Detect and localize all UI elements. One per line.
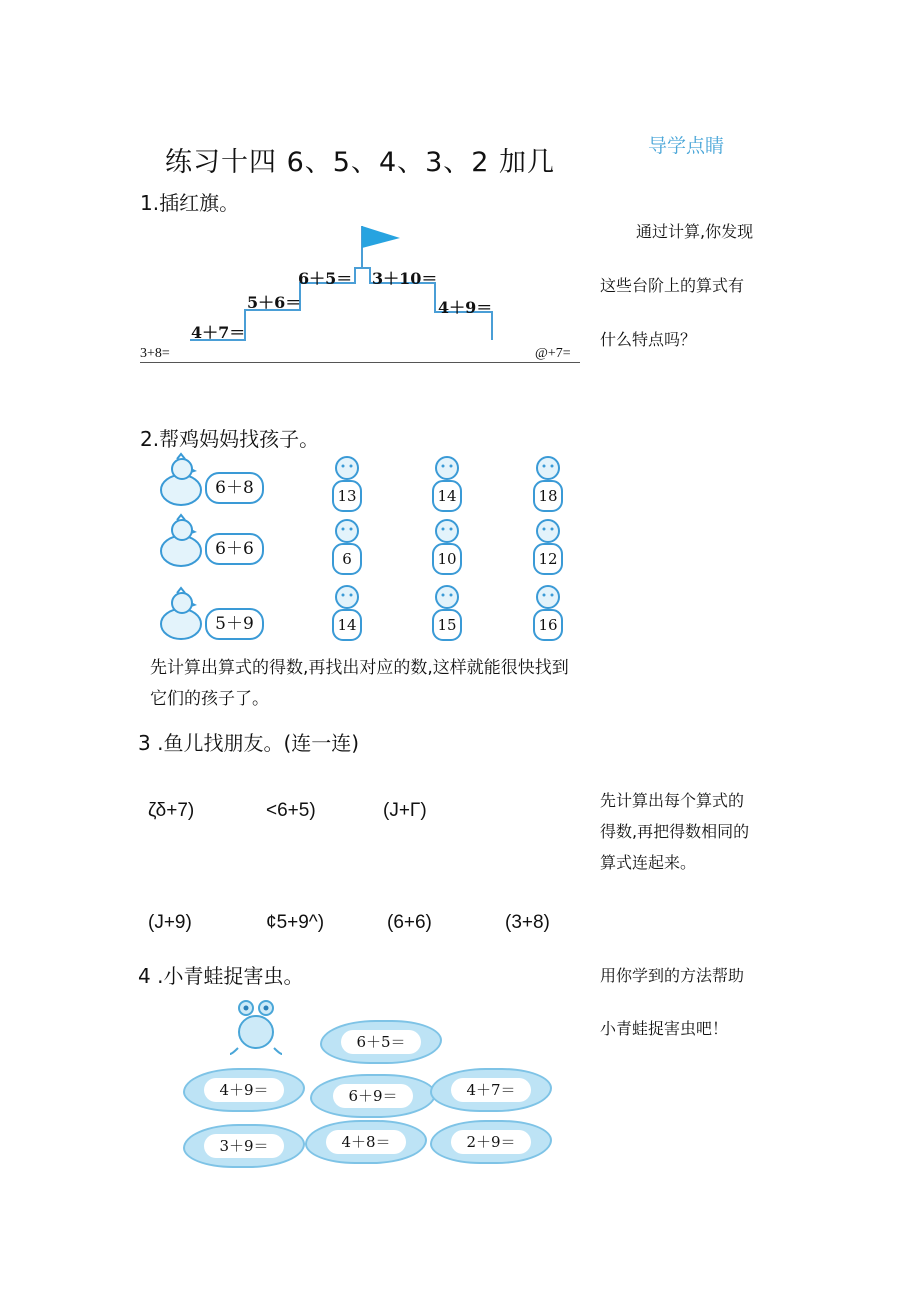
- tip1-line3: 什么特点吗？: [600, 330, 697, 349]
- step-2: 5＋6＝: [247, 293, 302, 312]
- frog-icon: [228, 996, 284, 1056]
- chick-icon: [329, 518, 365, 578]
- chick-icon: [329, 455, 365, 515]
- chick-card: [429, 584, 465, 648]
- q1-bottom-left: 3+8=: [140, 346, 170, 361]
- chick-number: 14: [437, 487, 457, 505]
- leaf-expression: 4＋8＝: [326, 1130, 406, 1154]
- chick-number: 12: [538, 550, 558, 568]
- chick-card: [329, 455, 365, 519]
- tip3-line3: 算式连起来。: [600, 853, 697, 872]
- chick-card: [530, 518, 566, 582]
- fish-5: ¢5+9^): [266, 912, 325, 933]
- tip3-line2: 得数,再把得数相同的: [600, 822, 750, 841]
- hen-icon: [155, 588, 205, 644]
- lotus-leaf: [430, 1068, 552, 1112]
- leaf-expression: 3＋9＝: [204, 1134, 284, 1158]
- q2-note-line2: 它们的孩子了。: [150, 689, 269, 709]
- chick-icon: [429, 584, 465, 644]
- tip4-line2: 小青蛙捉害虫吧！: [600, 1019, 729, 1038]
- chick-card: [429, 518, 465, 582]
- q1-heading: 1.插红旗。: [140, 191, 240, 215]
- lotus-leaf: [320, 1020, 442, 1064]
- chick-icon: [429, 518, 465, 578]
- step-3: 6＋5＝: [298, 269, 353, 288]
- fish-7: (3+8): [505, 912, 550, 933]
- chick-number: 15: [437, 616, 457, 634]
- q2-note: [150, 653, 590, 715]
- hen-expression-1: 6＋8: [205, 472, 264, 504]
- tip3-line1: 先计算出每个算式的: [600, 791, 745, 810]
- guide-heading: 导学点睛: [648, 135, 725, 157]
- step-5: 4＋9＝: [438, 298, 493, 317]
- tip1-line1: 通过计算,你发现: [636, 222, 754, 241]
- chick-card: [530, 455, 566, 519]
- q3-heading: 3 .鱼儿找朋友。(连一连): [138, 731, 360, 755]
- hen-expression-2: 6＋6: [205, 533, 264, 565]
- q2-heading: 2.帮鸡妈妈找孩子。: [140, 427, 320, 451]
- lotus-leaf: [305, 1120, 427, 1164]
- tip1-line3-clipped: [600, 327, 800, 349]
- hen-icon: [155, 515, 205, 571]
- leaf-expression: 4＋7＝: [451, 1078, 531, 1102]
- step-4: 3＋10＝: [372, 269, 438, 288]
- chick-number: 16: [538, 616, 558, 634]
- lotus-leaf: [430, 1120, 552, 1164]
- step-1: 4＋7＝: [191, 323, 246, 342]
- lotus-leaf: [183, 1124, 305, 1168]
- q4-heading: 4 .小青蛙捉害虫。: [138, 964, 304, 988]
- chick-card: [329, 584, 365, 648]
- chick-number: 14: [337, 616, 357, 634]
- chick-number: 13: [337, 487, 357, 505]
- lotus-leaf: [183, 1068, 305, 1112]
- chick-number: 18: [538, 487, 558, 505]
- chick-card: [329, 518, 365, 582]
- chick-icon: [329, 584, 365, 644]
- chick-icon: [530, 584, 566, 644]
- hen-icon: [155, 454, 205, 510]
- q1-bottom-right: @+7=: [535, 346, 571, 361]
- leaf-expression: 2＋9＝: [451, 1130, 531, 1154]
- tip3: [600, 785, 749, 878]
- chick-icon: [530, 455, 566, 515]
- leaf-expression: 6＋5＝: [341, 1030, 421, 1054]
- chick-number: 6: [342, 550, 352, 568]
- divider-line: [140, 362, 580, 363]
- chick-icon: [530, 518, 566, 578]
- tip1-line2: 这些台阶上的算式有: [600, 276, 745, 295]
- lotus-leaf: [310, 1074, 436, 1118]
- tip4-line1: 用你学到的方法帮助: [600, 966, 745, 985]
- fish-4: (J+9): [148, 912, 192, 933]
- chick-number: 10: [437, 550, 457, 568]
- tip4-line2-clipped: [600, 1016, 800, 1038]
- leaf-expression: 6＋9＝: [333, 1084, 413, 1108]
- q2-note-line1: 先计算出算式的得数,再找出对应的数,这样就能很快找到: [150, 658, 569, 678]
- hen-expression-3: 5＋9: [205, 608, 264, 640]
- chick-icon: [429, 455, 465, 515]
- leaf-expression: 4＋9＝: [204, 1078, 284, 1102]
- chick-card: [530, 584, 566, 648]
- flag-icon: [362, 226, 400, 248]
- fish-6: (6+6): [387, 912, 432, 933]
- fish-2: <6+5): [266, 800, 316, 821]
- fish-1: ζδ+7): [148, 800, 195, 821]
- fish-3: (J+Γ): [383, 800, 427, 821]
- page-title: 练习十四 6、5、4、3、2 加几: [165, 147, 556, 178]
- chick-card: [429, 455, 465, 519]
